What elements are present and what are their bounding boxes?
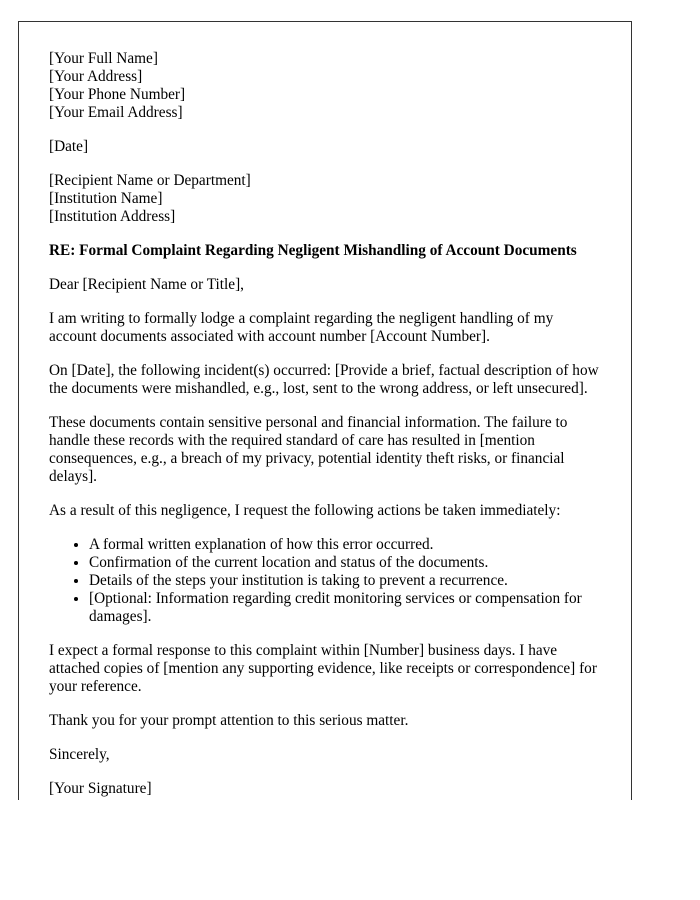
paragraph-intro: I am writing to formally lodge a complaint regarding the negligent handling of my account documents associated with account number [Account Number]. [49,310,554,345]
paragraph-request-intro: As a result of this negligence, I request the following actions be taken immediately: [49,502,561,519]
recipient-block [49,172,601,226]
sender-address: [Your Address] [49,68,143,85]
sender-email: [Your Email Address] [49,104,183,121]
recipient-institution: [Institution Name] [49,190,163,207]
letter-page [18,21,632,800]
sender-name: [Your Full Name] [49,50,158,67]
date-line: [Date] [49,138,89,155]
paragraph-response: I expect a formal response to this complaint within [Number] business days. I have attached copies of [mention any supporting evidence, like receipts or correspondence] for your reference. [49,642,597,695]
list-item: • A formal written explanation of how this error occurred. [89,536,601,554]
request-list [49,536,601,626]
list-item: • Confirmation of the current location and status of the documents. [89,554,601,572]
recipient-name: [Recipient Name or Department] [49,172,251,189]
salutation: Dear [Recipient Name or Title], [49,276,244,293]
recipient-address: [Institution Address] [49,208,176,225]
paragraph-consequences: These documents contain sensitive personal and financial information. The failure to handle these records with the required standard of care has resulted in [mention consequences, e.g., a breach of my privacy, potential identity theft risks, or financial delays]. [49,414,568,485]
paragraph-incident: On [Date], the following incident(s) occurred: [Provide a brief, factual description of how the documents were mishandled, e.g., lost, sent to the wrong address, or left unsecured]. [49,362,599,397]
list-item: • Details of the steps your institution is taking to prevent a recurrence. [89,572,601,590]
paragraph-thanks: Thank you for your prompt attention to this serious matter. [49,712,409,729]
sender-phone: [Your Phone Number] [49,86,186,103]
list-item: • [Optional: Information regarding credit monitoring services or compensation for damages]. [89,590,601,626]
subject-line: RE: Formal Complaint Regarding Negligent Mishandling of Account Documents [49,242,577,259]
signoff: Sincerely, [49,746,110,763]
signature: [Your Signature] [49,780,152,797]
sender-block [49,50,601,122]
